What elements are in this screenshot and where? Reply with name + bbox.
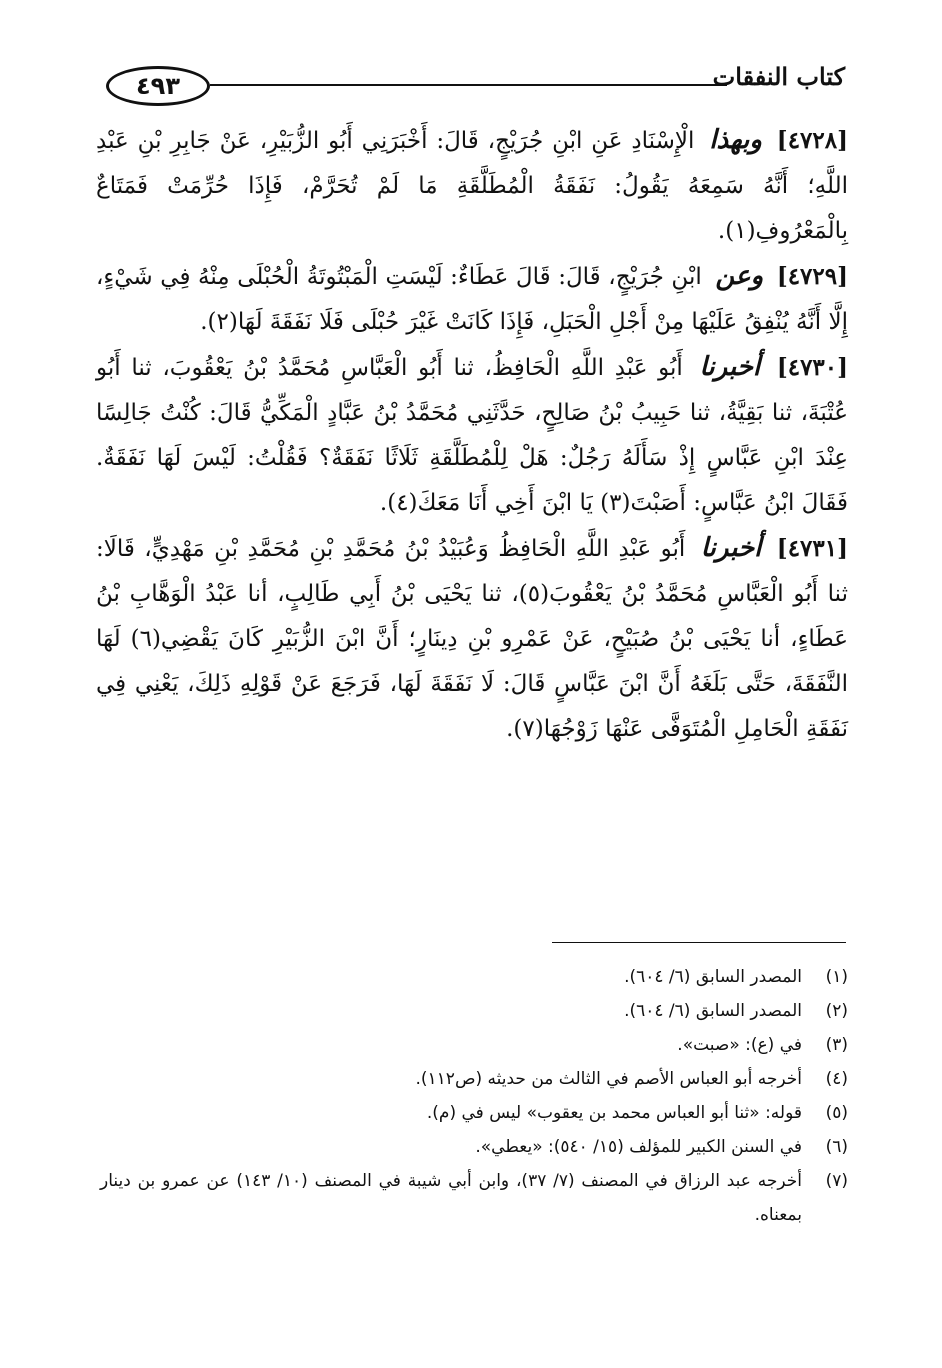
book-title: كتاب النفقات xyxy=(712,62,845,91)
header-rule xyxy=(210,84,727,86)
footnote-text: في السنن الكبير للمؤلف (١٥/ ٥٤٠): «يعطي». xyxy=(475,1137,802,1157)
page-number: ٤٩٣ xyxy=(136,72,180,100)
footnotes xyxy=(100,960,848,1232)
footnote-text: أخرجه أبو العباس الأصم في الثالث من حديثه (ص١١٢). xyxy=(415,1069,802,1089)
hadith-entry xyxy=(96,254,848,345)
page-header xyxy=(100,60,845,114)
footnote-number: (٧) xyxy=(825,1171,848,1191)
hadith-entry xyxy=(96,118,848,254)
footnote-number: (٢) xyxy=(825,1001,848,1021)
hadith-text: أَبُو عَبْدِ اللَّهِ الْحَافِظُ، ثنا أَبُو الْعَبَّاسِ مُحَمَّدُ بْنُ يَعْقُوبَ، ثنا أَبُو عُتْبَةَ، ثنا بَقِيَّةُ، ثنا حَبِيبُ بْنُ صَالِحٍ، حَدَّثَنِي مُحَمَّدُ بْنُ عَبَّادٍ الْمَكِّيُّ قَالَ: كُنْتُ جَالِسًا عِنْدَ ابْنِ عَبَّاسٍ إِذْ سَأَلَهُ رَجُلٌ: هَلْ لِلْمُطَلَّقَةِ ثَلَاثًا نَفَقَةٌ؟ فَقُلْتُ: لَيْسَ لَهَا نَفَقَةٌ. فَقَالَ ابْنُ عَبَّاسٍ: أَصَبْتَ(٣) يَا ابْنَ أَخِي أَنَا مَعَكَ(٤). xyxy=(96,355,848,516)
hadith-text: ابْنِ جُرَيْجٍ، قَالَ: قَالَ عَطَاءٌ: لَيْسَتِ الْمَبْتُوتَةُ الْحُبْلَى مِنْهُ فِي شَيْءٍ، إِلَّا أَنَّهُ يُنْفِقُ عَلَيْهَا مِنْ أَجْلِ الْحَبَلِ، فَإِذَا كَانَتْ غَيْرَ حُبْلَى فَلَا نَفَقَةَ لَهَا(٢). xyxy=(96,264,848,335)
footnote-separator xyxy=(552,942,846,943)
hadith-text: الْإِسْنَادِ عَنِ ابْنِ جُرَيْجٍ، قَالَ: أَخْبَرَنِي أَبُو الزُّبَيْرِ، عَنْ جَابِرِ بْنِ عَبْدِ اللَّهِ؛ أَنَّهُ سَمِعَهُ يَقُولُ: نَفَقَةُ الْمُطَلَّقَةِ مَا لَمْ تُحَرَّمْ، فَإِذَا حُرِّمَتْ فَمَتَاعٌ بِالْمَعْرُوفِ(١). xyxy=(96,128,848,244)
main-text xyxy=(96,118,848,752)
footnote xyxy=(100,1164,848,1232)
footnote-text: أخرجه عبد الرزاق في المصنف (٧/ ٣٧)، وابن أبي شيبة في المصنف (١٠/ ١٤٣) عن عمرو بن دينار بمعناه. xyxy=(100,1171,802,1225)
footnote-number: (٥) xyxy=(825,1103,848,1123)
footnote-text: قوله: «ثنا أبو العباس محمد بن يعقوب» ليس في (م). xyxy=(426,1103,802,1123)
hadith-lead-word: وعن xyxy=(715,261,764,291)
hadith-entry xyxy=(96,526,848,752)
footnote xyxy=(100,994,848,1028)
hadith-number: [٤٧٣٠] xyxy=(776,354,849,381)
footnote-text: المصدر السابق (٦/ ٦٠٤). xyxy=(624,1001,802,1021)
footnote-number: (٤) xyxy=(825,1069,848,1089)
footnote-number: (٦) xyxy=(825,1137,848,1157)
footnote-number: (١) xyxy=(825,967,848,987)
hadith-number: [٤٧٣١] xyxy=(776,535,848,562)
page-number-badge xyxy=(106,66,210,106)
hadith-number: [٤٧٢٨] xyxy=(776,127,848,154)
footnote xyxy=(100,960,848,994)
hadith-lead-word: وبهذا xyxy=(709,125,762,155)
footnote-text: في (ع): «صبت». xyxy=(677,1035,802,1055)
footnote-text: المصدر السابق (٦/ ٦٠٤). xyxy=(624,967,802,987)
hadith-number: [٤٧٢٩] xyxy=(776,263,849,290)
footnote xyxy=(100,1028,848,1062)
footnote-number: (٣) xyxy=(825,1035,848,1055)
footnote xyxy=(100,1062,848,1096)
hadith-lead-word: أخبرنا xyxy=(699,352,761,382)
hadith-lead-word: أخبرنا xyxy=(700,533,762,563)
footnote xyxy=(100,1130,848,1164)
hadith-entry xyxy=(96,345,848,526)
footnote xyxy=(100,1096,848,1130)
hadith-text: أَبُو عَبْدِ اللَّهِ الْحَافِظُ وَعُبَيْدُ بْنُ مُحَمَّدِ بْنِ مُحَمَّدِ بْنِ مَهْدِيٍّ، قَالَا: ثنا أَبُو الْعَبَّاسِ مُحَمَّدُ بْنُ يَعْقُوبَ(٥)، ثنا يَحْيَى بْنُ أَبِي طَالِبٍ، أنا عَبْدُ الْوَهَّابِ بْنُ عَطَاءٍ، أنا يَحْيَى بْنُ صُبَيْحٍ، عَنْ عَمْرِو بْنِ دِينَارٍ؛ أَنَّ ابْنَ الزُّبَيْرِ كَانَ يَقْضِي(٦) لَهَا النَّفَقَةَ، حَتَّى بَلَغَهُ أَنَّ ابْنَ عَبَّاسٍ قَالَ: لَا نَفَقَةَ لَهَا، فَرَجَعَ عَنْ قَوْلِهِ ذَلِكَ، يَعْنِي فِي نَفَقَةِ الْحَامِلِ الْمُتَوَفَّى عَنْهَا زَوْجُهَا(٧). xyxy=(96,536,848,742)
